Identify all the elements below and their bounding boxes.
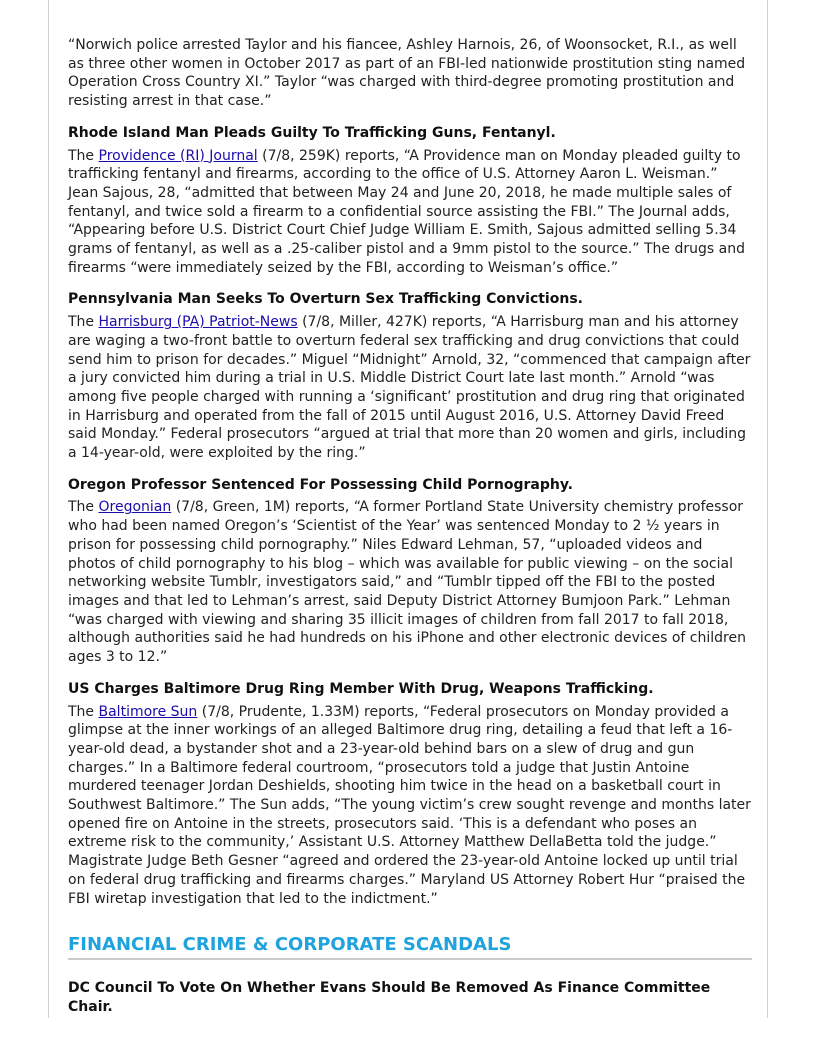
story-prefix: The <box>68 147 99 164</box>
story-body <box>68 703 752 909</box>
story-baltimore-drug-ring <box>68 680 752 908</box>
story-dc-council-evans <box>68 979 752 1016</box>
story-headline: Pennsylvania Man Seeks To Overturn Sex Trafficking Convictions. <box>68 291 583 308</box>
story-text: (7/8, 259K) reports, “A Providence man on Monday pleaded guilty to trafficking fentanyl and firearms, according to the office of U.S. Attorney Aaron L. Weisman.” Jean Sajous, 28, “admitted that between May 24 and June 20, 2018, he made multiple sales of fentanyl, and twice sold a firearm to a confidential source assisting the FBI.” The Journal adds, “Appearing before U.S. District Court Chief Judge William E. Smith, Sajous admitted selling 5.34 grams of fentanyl, as well as a .25-caliber pistol and a 9mm pistol to the source.” The drugs and firearms “were immediately seized by the FBI, according to Weisman’s office.” <box>68 147 745 276</box>
story-headline: US Charges Baltimore Drug Ring Member With Drug, Weapons Trafficking. <box>68 680 654 697</box>
story-prefix: The <box>68 499 99 516</box>
story-headline: Rhode Island Man Pleads Guilty To Trafficking Guns, Fentanyl. <box>68 124 556 141</box>
story-headline: DC Council To Vote On Whether Evans Should Be Removed As Finance Committee Chair. <box>68 980 711 1015</box>
story-text: (7/8, Prudente, 1.33M) reports, “Federal prosecutors on Monday provided a glimpse at the inner workings of an alleged Baltimore drug ring, detailing a feud that left a 16-year-old dead, a bystander shot and a 23-year-old behind bars on a slew of drug and gun charges.” In a Baltimore federal courtroom, “prosecutors told a judge that Justin Antoine murdered teenager Jordan Deshields, shooting him twice in the head on a basketball court in Southwest Baltimore.” The Sun adds, “The young victim’s crew sought revenge and months later opened fire on Antoine in the streets, prosecutors said. ‘This is a defendant who poses an extreme risk to the community,’ Assistant U.S. Attorney Matthew DellaBetta told the judge.” Magistrate Judge Beth Gesner “agreed and ordered the 23-year-old Antoine locked up until trial on federal drug trafficking and firearms charges.” Maryland US Attorney Robert Hur “praised the FBI wiretap investigation that led to the indictment.” <box>68 703 751 907</box>
story-ri-guns-fentanyl <box>68 124 752 278</box>
story-text: (7/8, Green, 1M) reports, “A former Portland State University chemistry professor who had been named Oregon’s ‘Scientist of the Year’ was sentenced Monday to 2 ½ years in prison for possessing child pornography.” Niles Edward Lehman, 57, “uploaded videos and photos of child pornography to his blog – which was available for public viewing – on the social networking website Tumblr, investigators said,” and “Tumblr tipped off the FBI to the posted images and that led to Lehman’s arrest, said Deputy District Attorney Bumjoon Park.” Lehman “was charged with viewing and sharing 35 illicit images of children from fall 2017 to fall 2018, although authorities said he had hundreds on his iPhone and other electronic devices of children ages 3 to 12.” <box>68 499 746 666</box>
page-border-left <box>48 0 49 1018</box>
intro-paragraph: “Norwich police arrested Taylor and his fiancee, Ashley Harnois, 26, of Woonsocket, R.I., as well as three other women in October 2017 as part of an FBI-led nationwide prostitution sting named Operation Cross Country XI.” Taylor “was charged with third-degree promoting prostitution and resisting arrest in that case.” <box>68 37 746 110</box>
story-text: (7/8, Miller, 427K) reports, “A Harrisburg man and his attorney are waging a two-front battle to overturn federal sex trafficking and drug convictions that could send him to prison for decades.” Miguel “Midnight” Arnold, 32, “commenced that campaign after a jury convicted him during a trial in U.S. Middle District Court late last month.” Arnold “was among five people charged with running a ‘significant’ prostitution and drug ring that originated in Harrisburg and operated from the fall of 2015 until August 2016, U.S. Attorney David Freed said Monday.” Federal prosecutors “argued at trial that more than 20 women and girls, including a 14-year-old, were exploited by the ring.” <box>68 314 751 462</box>
story-prefix: The <box>68 703 99 720</box>
section-heading-financial-crime: FINANCIAL CRIME & CORPORATE SCANDALS <box>68 934 752 960</box>
source-link-patriot-news[interactable]: Harrisburg (PA) Patriot-News <box>98 314 298 331</box>
story-oregon-professor <box>68 476 752 667</box>
source-link-providence-journal[interactable]: Providence (RI) Journal <box>98 147 258 164</box>
story-pa-sex-trafficking <box>68 290 752 462</box>
story-body <box>68 313 752 463</box>
source-link-baltimore-sun[interactable]: Baltimore Sun <box>98 703 198 720</box>
story-headline: Oregon Professor Sentenced For Possessing Child Pornography. <box>68 476 573 493</box>
story-continuation <box>68 36 752 111</box>
story-body <box>68 498 752 666</box>
page-border-right <box>767 0 768 1018</box>
source-link-oregonian[interactable]: Oregonian <box>98 499 172 516</box>
story-prefix: The <box>68 314 99 331</box>
briefing-page <box>68 36 752 1030</box>
story-body <box>68 147 752 278</box>
